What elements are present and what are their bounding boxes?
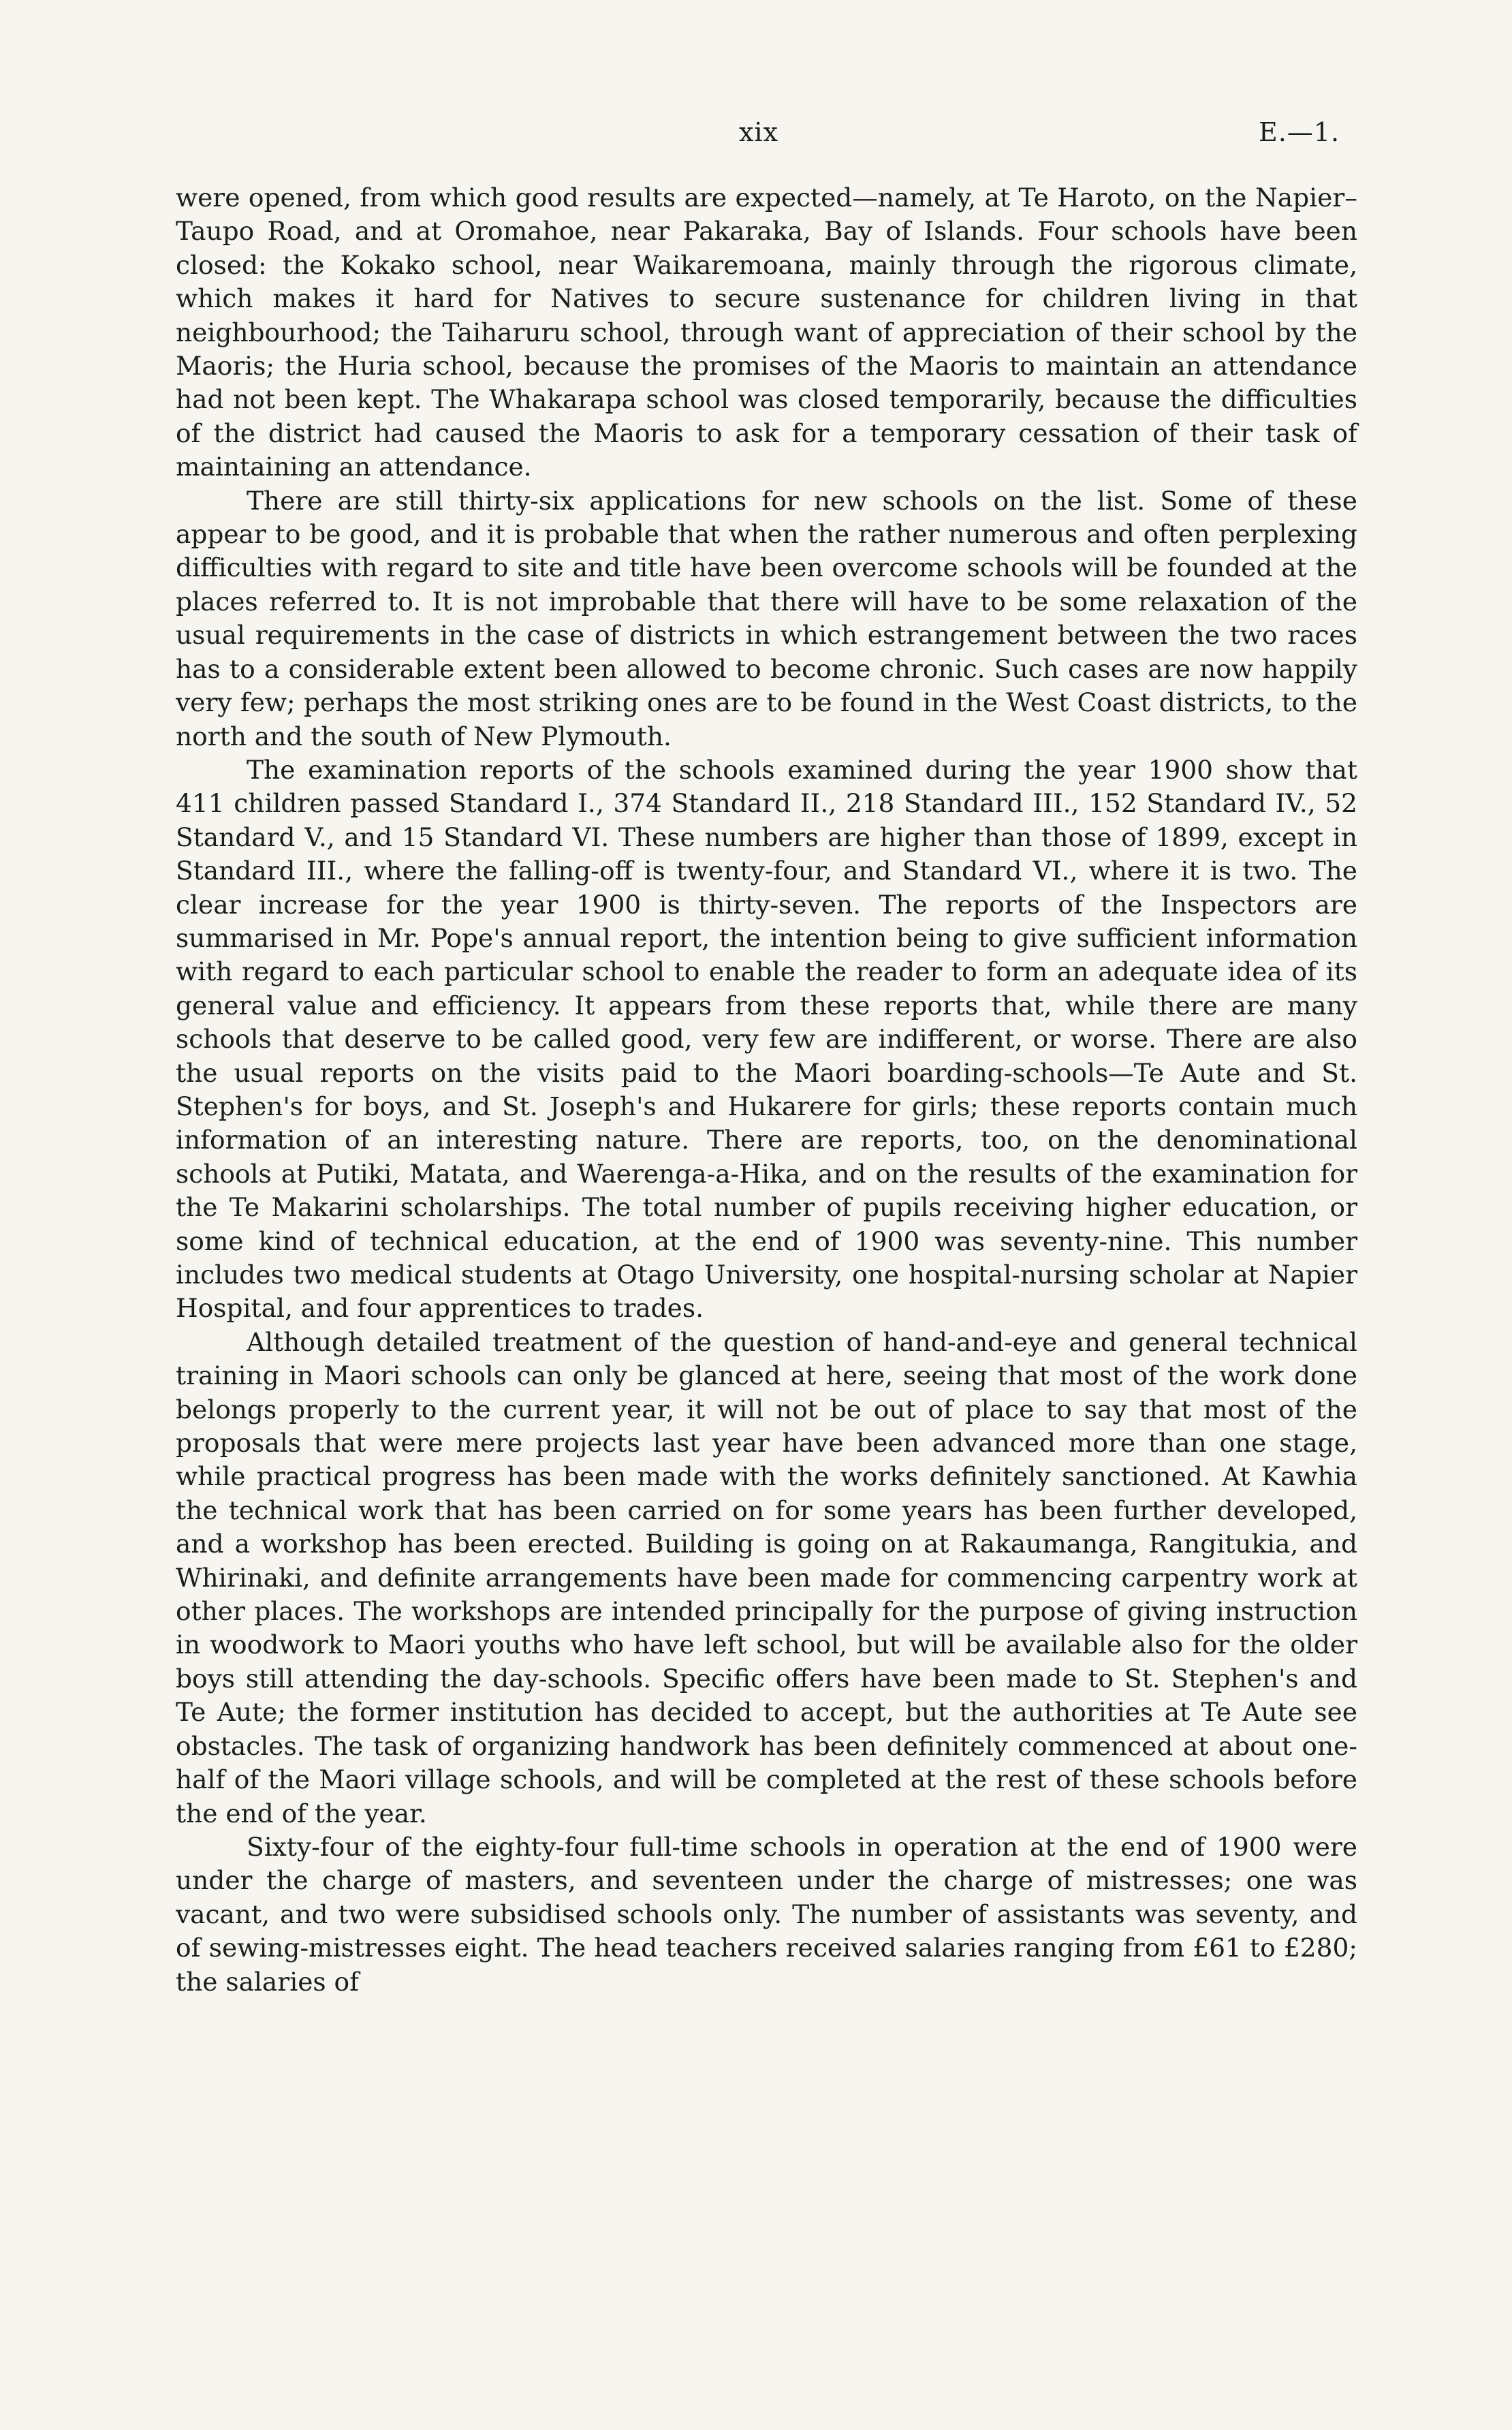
paragraph-technical-training: Although detailed treatment of the question of hand-and-eye and general technical training in Maori schools can only be glanced at here, seeing that most of the work done belongs properly to the current year, it will not be out of place to say that most of the proposals that were mere projects last year have been advanced more than one stage, while practical progress has been made with the works definitely sanctioned. At Kawhia the technical work that has been carried on for some years has been further developed, and a workshop has been erected. Building is going on at Rakaumanga, Rangitukia, and Whirinaki, and definite arrangements have been made for commencing carpentry work at other places. The workshops are intended principally for the purpose of giving instruction in woodwork to Maori youths who have left school, but will be available also for the older boys still attending the day-schools. Specific offers have been made to St. Stephen's and Te Aute; the former institution has decided to accept, but the authorities at Te Aute see obstacles. The task of organizing handwork has been definitely commenced at about one-half of the Maori village schools, and will be completed at the rest of these schools before the end of the year. <box>176 1326 1357 1828</box>
paragraph-new-schools-and-closures: were opened, from which good results are expected—namely, at Te Haroto, on the Napier–Taupo Road, and at Oromahoe, near Pakaraka, Bay of Islands. Four schools have been closed: the Kokako school, near Waikaremoana, mainly through the rigorous climate, which makes it hard for Natives to secure sustenance for children living in that neighbourhood; the Taiharuru school, through want of appreciation of their school by the Maoris; the Huria school, because the promises of the Maoris to maintain an attendance had not been kept. The Whakarapa school was closed temporarily, because the difficulties of the district had caused the Maoris to ask for a temporary cessation of their task of maintaining an attendance. <box>176 183 1357 482</box>
page-header <box>0 117 1512 158</box>
page-number: xix <box>739 117 779 147</box>
paragraph-applications: There are still thirty-six applications for new schools on the list. Some of these appear to be good, and it is probable that when the rather numerous and often perplexing difficulties with regard to site and title have been overcome schools will be founded at the places referred to. It is not improbable that there will have to be some relaxation of the usual requirements in the case of districts in which estrangement between the two races has to a considerable extent been allowed to become chronic. Such cases are now happily very few; perhaps the most striking ones are to be found in the West Coast districts, to the north and the south of New Plymouth. <box>176 485 1357 751</box>
paragraph-staffing: Sixty-four of the eighty-four full-time schools in operation at the end of 1900 were under the charge of masters, and seventeen under the charge of mistresses; one was vacant, and two were subsidised schools only. The number of assistants was seventy, and of sewing-mistresses eight. The head teachers received salaries ranging from £61 to £280; the salaries of <box>176 1831 1357 1997</box>
paragraph-examination-reports: The examination reports of the schools examined during the year 1900 show that 411 children passed Standard I., 374 Standard II., 218 Standard III., 152 Standard IV., 52 Standard V., and 15 Standard VI. These numbers are higher than those of 1899, except in Standard III., where the falling-off is twenty-four, and Standard VI., where it is two. The clear increase for the year 1900 is thirty-seven. The reports of the Inspectors are summarised in Mr. Pope's annual report, the intention being to give sufficient information with regard to each particular school to enable the reader to form an adequate idea of its general value and efficiency. It appears from these reports that, while there are many schools that deserve to be called good, very few are indifferent, or worse. There are also the usual reports on the visits paid to the Maori boarding-schools—Te Aute and St. Stephen's for boys, and St. Joseph's and Hukarere for girls; these reports contain much information of an interesting nature. There are reports, too, on the denominational schools at Putiki, Matata, and Waerenga-a-Hika, and on the results of the examination for the Te Makarini scholarships. The total number of pupils receiving higher education, or some kind of technical education, at the end of 1900 was seventy-nine. This number includes two medical students at Otago University, one hospital-nursing scholar at Napier Hospital, and four apprentices to trades. <box>176 754 1357 1324</box>
section-code: E.—1. <box>1259 117 1340 147</box>
body-text <box>176 181 1357 1999</box>
